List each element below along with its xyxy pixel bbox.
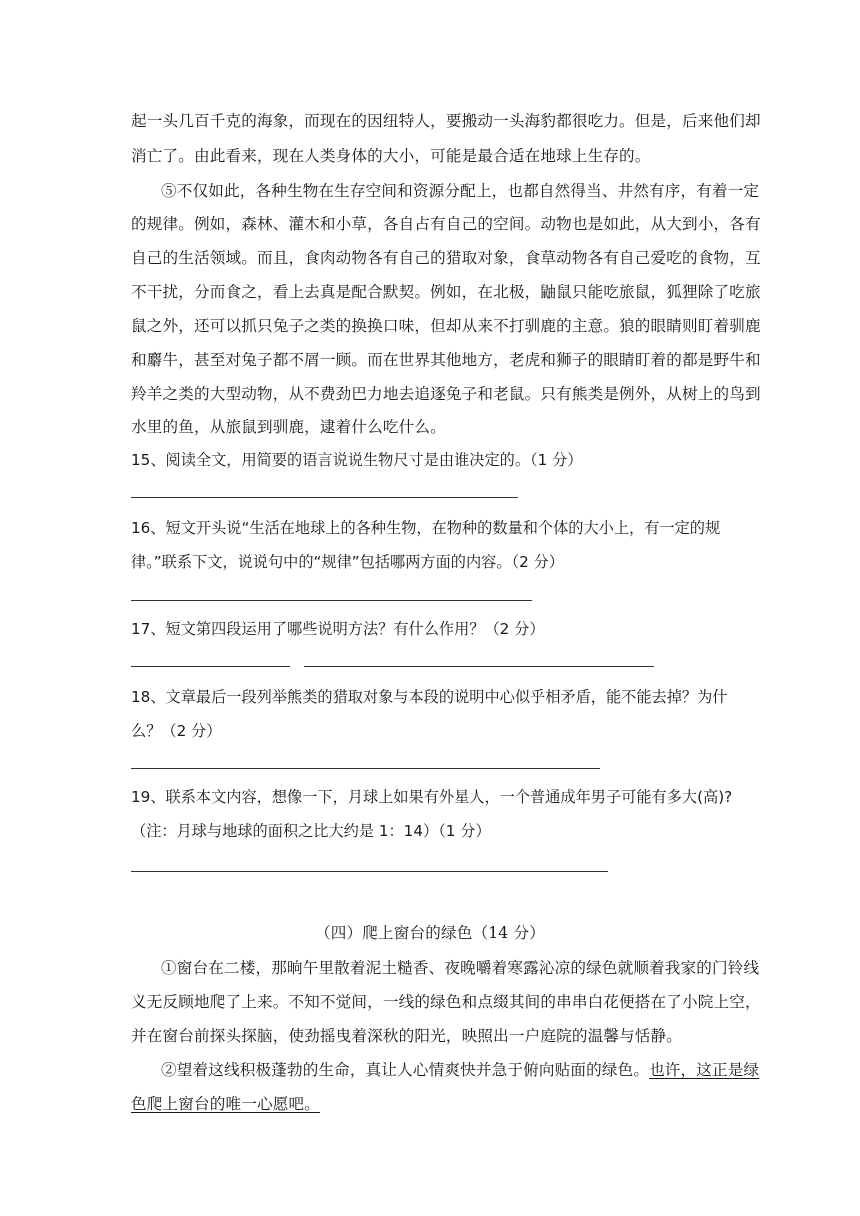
question-17: 17、短文第四段运用了哪些说明方法？有什么作用？（2 分） [131, 620, 545, 638]
section-4-paragraph-1-line: 义无反顾地爬了上来。不知不觉间，一线的绿色和点缀其间的串串白花便搭在了小院上空， [131, 993, 761, 1011]
question-19-line: 19、联系本文内容，想像一下，月球上如果有外星人，一个普通成年男子可能有多大(高)? [131, 788, 733, 806]
paragraph-5-line: 的规律。例如，森林、灌木和小草，各自占有自己的空间。动物也是如此，从大到小，各有 [131, 215, 761, 233]
paragraph-5-line: ⑤不仅如此，各种生物在生存空间和资源分配上，也都自然得当、井然有序，有着一定 [161, 182, 760, 200]
section-4-paragraph-1-line: 并在窗台前探头探脑，使劲摇曳着深秋的阳光，映照出一户庭院的温馨与恬静。 [131, 1027, 683, 1045]
paragraph-2-plain-text: ②望着这线积极蓬勃的生命，真让人心情爽快并急于俯向贴面的绿色。 [161, 1061, 650, 1079]
section-4-paragraph-1-line: ①窗台在二楼，那晌午里散着泥土糙香、夜晚嚼着寒露沁凉的绿色就顺着我家的门铃线 [161, 959, 760, 977]
answer-line-16[interactable] [131, 600, 532, 601]
section-4-paragraph-2-line [161, 1060, 759, 1080]
question-18-line: 18、文章最后一段列举熊类的猎取对象与本段的说明中心似乎相矛盾，能不能去掉？为什 [131, 688, 728, 706]
answer-line-17b[interactable] [304, 666, 654, 667]
answer-line-15[interactable] [131, 497, 518, 498]
paragraph-line: 消亡了。由此看来，现在人类身体的大小，可能是最合适在地球上生存的。 [131, 147, 651, 165]
section-4-title: （四）爬上窗台的绿色（14 分） [315, 924, 545, 942]
underlined-sentence: 也许，这正是绿 [649, 1061, 760, 1079]
paragraph-5-line: 水里的鱼，从旅鼠到驯鹿，逮着什么吃什么。 [131, 418, 446, 436]
question-19-line: （注：月球与地球的面积之比大约是 1：14）（1 分） [131, 822, 491, 840]
paragraph-5-line: 自己的生活领域。而且，食肉动物各有自己的猎取对象，食草动物各有自己爱吃的食物，互 [131, 249, 761, 267]
answer-line-17a[interactable] [131, 666, 290, 667]
question-16-line: 16、短文开头说“生活在地球上的各种生物，在物种的数量和个体的大小上，有一定的规 [131, 519, 721, 537]
question-16-line: 律。”联系下文，说说句中的“规律”包括哪两方面的内容。（2 分） [131, 553, 564, 571]
paragraph-5-line: 鼠之外，还可以抓只兔子之类的换换口味，但却从来不打驯鹿的主意。狼的眼睛则盯着驯鹿 [131, 317, 761, 335]
section-4-paragraph-2-line [131, 1094, 320, 1114]
paragraph-5-line: 和麝牛，甚至对兔子都不屑一顾。而在世界其他地方，老虎和狮子的眼睛盯着的都是野牛和 [131, 351, 761, 369]
paragraph-5-line: 羚羊之类的大型动物，从不费劲巴力地去追逐兔子和老鼠。只有熊类是例外，从树上的鸟到 [131, 385, 761, 403]
answer-line-19[interactable] [131, 871, 608, 872]
question-18-line: 么？（2 分） [131, 722, 222, 740]
paragraph-5-line: 不干扰，分而食之，看上去真是配合默契。例如，在北极，鼬鼠只能吃旅鼠，狐狸除了吃旅 [131, 283, 761, 301]
answer-line-18[interactable] [131, 768, 600, 769]
underlined-sentence: 色爬上窗台的唯一心愿吧。 [131, 1095, 320, 1113]
question-15: 15、阅读全文，用简要的语言说说生物尺寸是由谁决定的。（1 分） [131, 451, 583, 469]
paragraph-line: 起一头几百千克的海象，而现在的因纽特人，要搬动一头海豹都很吃力。但是，后来他们却 [131, 112, 761, 130]
